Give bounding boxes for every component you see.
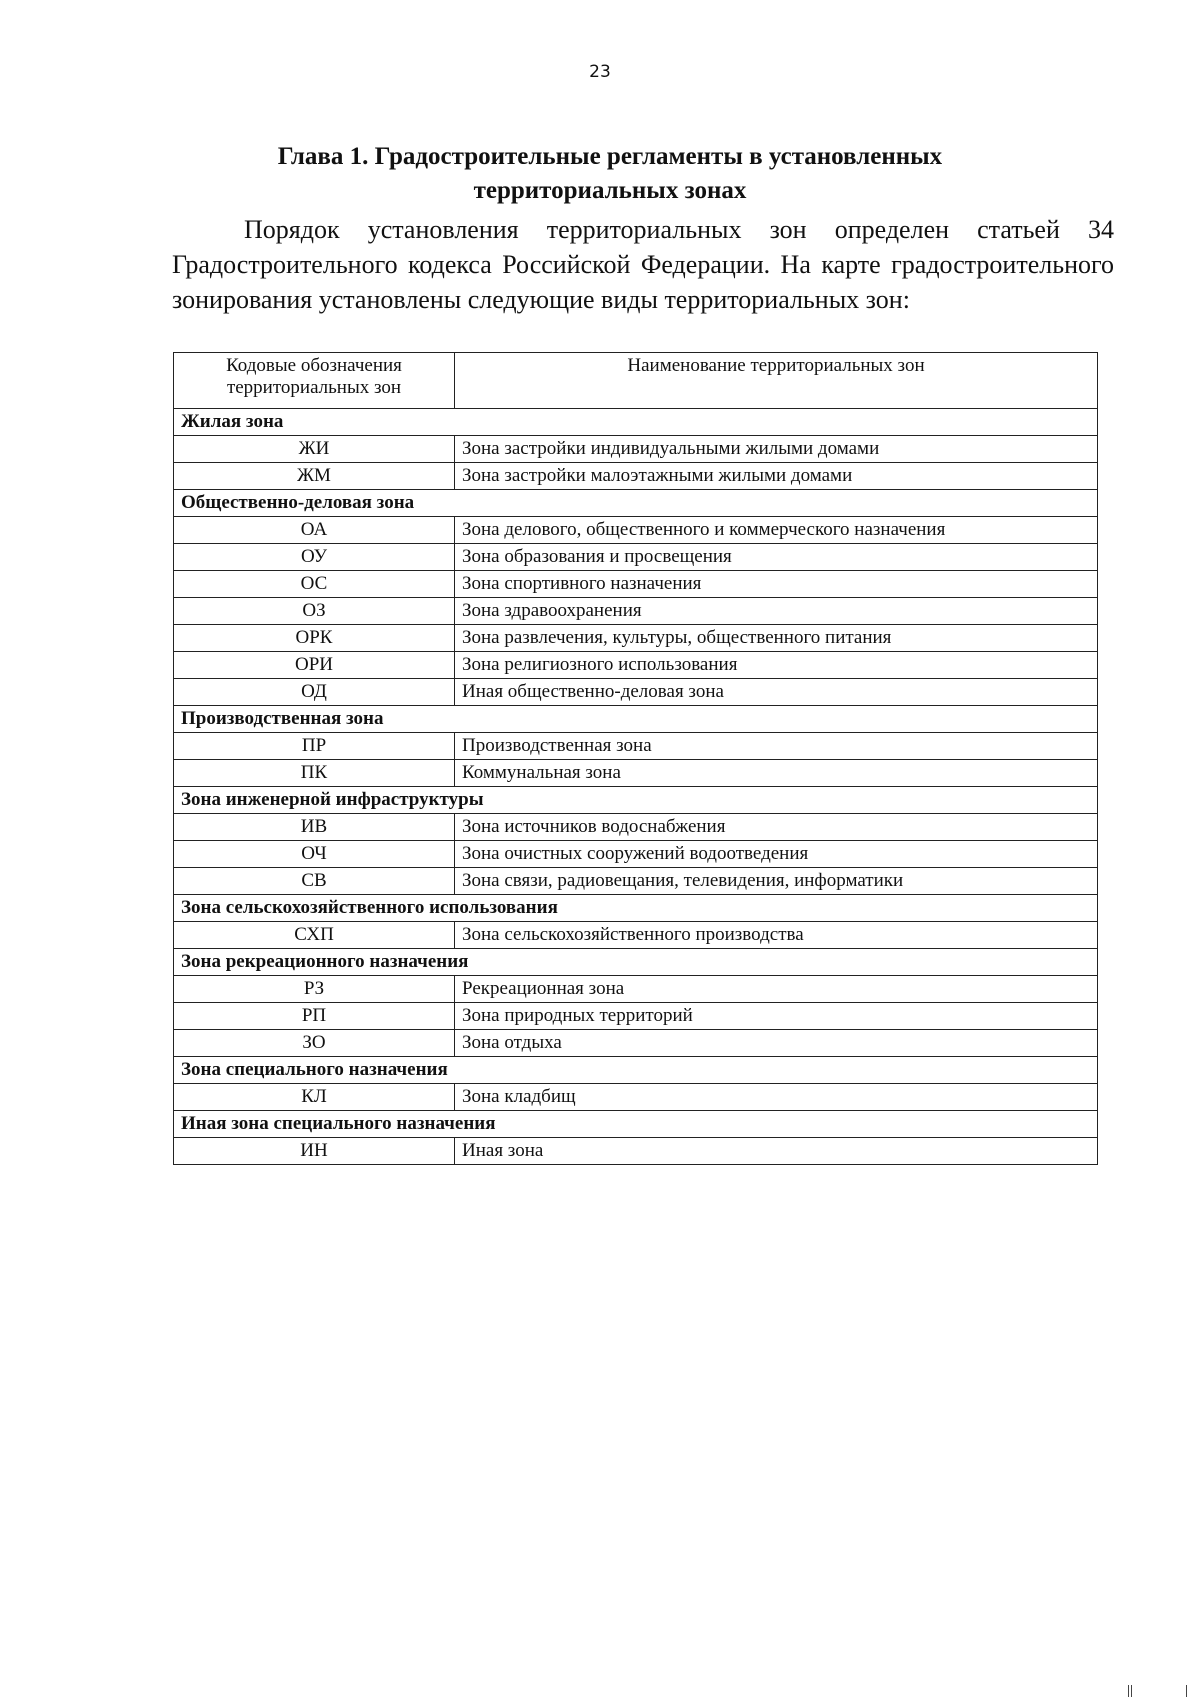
- header-name: Наименование территориальных зон: [455, 353, 1098, 409]
- zone-group-title: Производственная зона: [174, 706, 1098, 733]
- zone-group-row: [174, 490, 1098, 517]
- zone-name: Зона развлечения, культуры, общественного питания: [455, 625, 1098, 652]
- table-row: [174, 1030, 1098, 1057]
- zone-code: ОЗ: [174, 598, 455, 625]
- zone-name: Иная общественно-деловая зона: [455, 679, 1098, 706]
- zones-table-body: [174, 409, 1098, 1165]
- table-row: [174, 1003, 1098, 1030]
- table-row: [174, 1138, 1098, 1165]
- zone-group-title: Зона сельскохозяйственного использования: [174, 895, 1098, 922]
- zone-code: ПР: [174, 733, 455, 760]
- zone-code: ОС: [174, 571, 455, 598]
- chapter-title-line1: Глава 1. Градостроительные регламенты в установленных: [277, 143, 943, 170]
- scan-mark: [1131, 1685, 1132, 1697]
- page-number: 23: [589, 62, 611, 82]
- zone-name: Зона здравоохранения: [455, 598, 1098, 625]
- zone-code: ИН: [174, 1138, 455, 1165]
- table-row: [174, 517, 1098, 544]
- intro-paragraph: Порядок установления территориальных зон определен статьей 34 Градостроительного кодекса Российской Федерации. На карте градостроительного зонирования установлены следующие виды территориальных зон:: [172, 215, 1114, 314]
- scan-mark: [1186, 1685, 1187, 1697]
- table-row: [174, 463, 1098, 490]
- table-row: [174, 679, 1098, 706]
- zone-name: Зона образования и просвещения: [455, 544, 1098, 571]
- zone-group-row: [174, 949, 1098, 976]
- zone-name: Зона источников водоснабжения: [455, 814, 1098, 841]
- table-header-row: [174, 353, 1098, 409]
- zone-group-title: Жилая зона: [174, 409, 1098, 436]
- zone-name: Зона связи, радиовещания, телевидения, информатики: [455, 868, 1098, 895]
- table-row: [174, 733, 1098, 760]
- table-row: [174, 760, 1098, 787]
- zone-group-title: Зона рекреационного назначения: [174, 949, 1098, 976]
- zone-code: ОЧ: [174, 841, 455, 868]
- zone-name: Зона религиозного использования: [455, 652, 1098, 679]
- zone-name: Зона природных территорий: [455, 1003, 1098, 1030]
- zone-name: Зона сельскохозяйственного производства: [455, 922, 1098, 949]
- scan-mark: [1128, 1685, 1129, 1697]
- zone-code: ОД: [174, 679, 455, 706]
- zone-code: СВ: [174, 868, 455, 895]
- zone-name: Коммунальная зона: [455, 760, 1098, 787]
- zone-name: Рекреационная зона: [455, 976, 1098, 1003]
- zone-code: ЖИ: [174, 436, 455, 463]
- table-row: [174, 571, 1098, 598]
- table-row: [174, 652, 1098, 679]
- header-code: Кодовые обозначения территориальных зон: [174, 353, 455, 409]
- zone-code: СХП: [174, 922, 455, 949]
- table-row: [174, 814, 1098, 841]
- zone-name: Зона делового, общественного и коммерческого назначения: [455, 517, 1098, 544]
- zone-code: ОРИ: [174, 652, 455, 679]
- zone-group-title: Общественно-деловая зона: [174, 490, 1098, 517]
- zone-code: ЗО: [174, 1030, 455, 1057]
- table-row: [174, 598, 1098, 625]
- zone-code: ОУ: [174, 544, 455, 571]
- table-row: [174, 544, 1098, 571]
- zones-table: [173, 352, 1098, 1165]
- zone-code: РЗ: [174, 976, 455, 1003]
- zone-group-title: Зона специального назначения: [174, 1057, 1098, 1084]
- table-row: [174, 1084, 1098, 1111]
- zone-name: Зона отдыха: [455, 1030, 1098, 1057]
- zone-code: РП: [174, 1003, 455, 1030]
- table-row: [174, 625, 1098, 652]
- zone-group-row: [174, 1111, 1098, 1138]
- zone-name: Зона очистных сооружений водоотведения: [455, 841, 1098, 868]
- zone-code: ИВ: [174, 814, 455, 841]
- zone-name: Зона спортивного назначения: [455, 571, 1098, 598]
- zone-code: КЛ: [174, 1084, 455, 1111]
- zone-name: Зона кладбищ: [455, 1084, 1098, 1111]
- table-row: [174, 841, 1098, 868]
- zone-name: Зона застройки индивидуальными жилыми домами: [455, 436, 1098, 463]
- table-row: [174, 436, 1098, 463]
- table-row: [174, 976, 1098, 1003]
- table-row: [174, 868, 1098, 895]
- zone-group-row: [174, 1057, 1098, 1084]
- zone-code: ОА: [174, 517, 455, 544]
- zone-group-row: [174, 409, 1098, 436]
- zone-group-title: Зона инженерной инфраструктуры: [174, 787, 1098, 814]
- zone-name: Производственная зона: [455, 733, 1098, 760]
- zone-group-title: Иная зона специального назначения: [174, 1111, 1098, 1138]
- zone-code: ЖМ: [174, 463, 455, 490]
- zone-code: ОРК: [174, 625, 455, 652]
- zone-group-row: [174, 895, 1098, 922]
- zone-name: Зона застройки малоэтажными жилыми домами: [455, 463, 1098, 490]
- table-row: [174, 922, 1098, 949]
- chapter-title-line2: территориальных зонах: [473, 177, 747, 204]
- zone-group-row: [174, 787, 1098, 814]
- chapter-title: [170, 140, 1050, 208]
- zone-group-row: [174, 706, 1098, 733]
- zone-name: Иная зона: [455, 1138, 1098, 1165]
- zone-code: ПК: [174, 760, 455, 787]
